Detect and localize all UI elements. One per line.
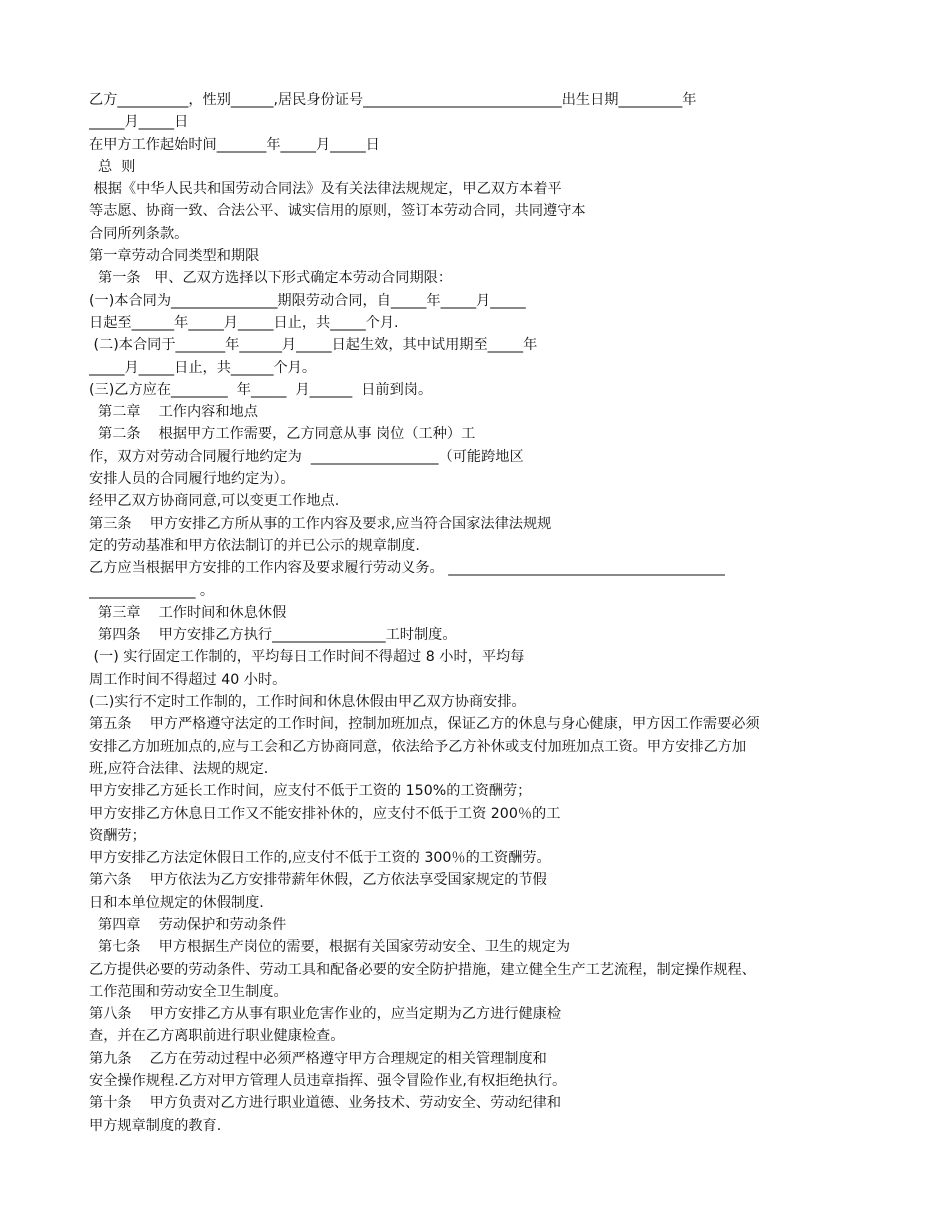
text-line: 甲方安排乙方休息日工作又不能安排补休的，应支付不低于工资 200％的工: [89, 805, 561, 822]
text-line: 班,应符合法律、法规的规定.: [89, 760, 269, 777]
text-line: (三)乙方应在________ 年_____ 月______ 日前到岗。: [89, 381, 433, 398]
chapter-heading: 第四章 劳动保护和劳动条件: [89, 916, 287, 933]
chapter-heading: 第二章 工作内容和地点: [89, 404, 258, 421]
text-line: 工作范围和劳动安全卫生制度。: [89, 983, 288, 1000]
text-line: _____月_____日: [89, 114, 189, 131]
text-line: 合同所列条款。: [89, 225, 189, 242]
article-line: 第六条 甲方依法为乙方安排带薪年休假，乙方依法享受国家规定的节假: [89, 872, 547, 889]
text-line: 甲方规章制度的教育.: [89, 1117, 222, 1134]
article-line: 第八条 甲方安排乙方从事有职业危害作业的，应当定期为乙方进行健康检: [89, 1006, 562, 1023]
chapter-heading: 第三章 工作时间和休息休假: [89, 604, 287, 621]
text-line: 经甲乙双方协商同意,可以变更工作地点.: [89, 493, 340, 510]
text-line: (一)本合同为_______________期限劳动合同，自_____年_____月_____: [89, 292, 526, 309]
article-line: 第二条 根据甲方工作需要，乙方同意从事 岗位（工种）工: [89, 426, 476, 443]
text-line: _______________ 。: [89, 582, 215, 599]
text-line: 资酬劳；: [89, 827, 146, 844]
text-line: 定的劳动基准和甲方依法制订的并已公示的规章制度.: [89, 537, 420, 554]
text-line: (一) 实行固定工作制的，平均每日工作时间不得超过 8 小时，平均每: [89, 649, 525, 666]
text-line: 乙方__________，性别______,居民身份证号____________________________出生日期_________年: [89, 92, 697, 108]
text-line: 根据《中华人民共和国劳动合同法》及有关法律法规规定，甲乙双方本着平: [89, 181, 562, 198]
text-line: 安全操作规程.乙方对甲方管理人员违章指挥、强令冒险作业,有权拒绝执行。: [89, 1073, 567, 1090]
text-line: 乙方提供必要的劳动条件、劳动工具和配备必要的安全防护措施，建立健全生产工艺流程，制定操作规程、: [89, 961, 756, 978]
text-line: 甲方安排乙方法定休假日工作的,应支付不低于工资的 300％的工资酬劳。: [89, 850, 551, 867]
text-line: 在甲方工作起始时间_______年_____月_____日: [89, 136, 380, 153]
text-line: _____月_____日止，共______个月。: [89, 359, 317, 376]
article-line: 第一条 甲、乙双方选择以下形式确定本劳动合同期限：: [89, 270, 453, 287]
section-heading: 总 则: [89, 158, 136, 175]
text-line: 日起至______年_____月_____日止，共_____个月.: [89, 314, 399, 331]
text-line: (二)本合同于_______年______月_____日起生效，其中试用期至_____年: [89, 337, 538, 354]
article-line: 第四条 甲方安排乙方执行________________工时制度。: [89, 627, 457, 644]
text-line: (二)实行不定时工作制的，工作时间和休息休假由甲乙双方协商安排。: [89, 694, 526, 711]
contract-text: [89, 89, 861, 1137]
text-line: 作，双方对劳动合同履行地约定为 __________________（可能跨地区: [89, 448, 524, 465]
article-line: 第十条 甲方负责对乙方进行职业道德、业务技术、劳动安全、劳动纪律和: [89, 1095, 562, 1112]
text-line: 安排人员的合同履行地约定为）。: [89, 471, 295, 488]
text-line: 甲方安排乙方延长工作时间，应支付不低于工资的 150%的工资酬劳；: [89, 783, 532, 800]
text-line: 安排乙方加班加点的,应与工会和乙方协商同意，依法给予乙方补休或支付加班加点工资。甲方安排乙方加: [89, 738, 747, 755]
chapter-heading: 第一章劳动合同类型和期限: [89, 248, 260, 265]
text-line: 日和本单位规定的休假制度.: [89, 894, 264, 911]
article-line: 第七条 甲方根据生产岗位的需要，根据有关国家劳动安全、卫生的规定为: [89, 939, 571, 956]
text-line: 乙方应当根据甲方安排的工作内容及要求履行劳动义务。 _______________________________________: [89, 560, 725, 577]
article-line: 第九条 乙方在劳动过程中必须严格遵守甲方合理规定的相关管理制度和: [89, 1050, 547, 1067]
article-line: 第三条 甲方安排乙方所从事的工作内容及要求,应当符合国家法律法规规: [89, 515, 552, 532]
text-line: 周工作时间不得超过 40 小时。: [89, 671, 287, 688]
text-line: 查，并在乙方离职前进行职业健康检查。: [89, 1028, 345, 1045]
text-line: 等志愿、协商一致、合法公平、诚实信用的原则，签订本劳动合同，共同遵守本: [89, 203, 586, 220]
article-line: 第五条 甲方严格遵守法定的工作时间，控制加班加点，保证乙方的休息与身心健康，甲方因工作需要必须: [89, 716, 760, 733]
